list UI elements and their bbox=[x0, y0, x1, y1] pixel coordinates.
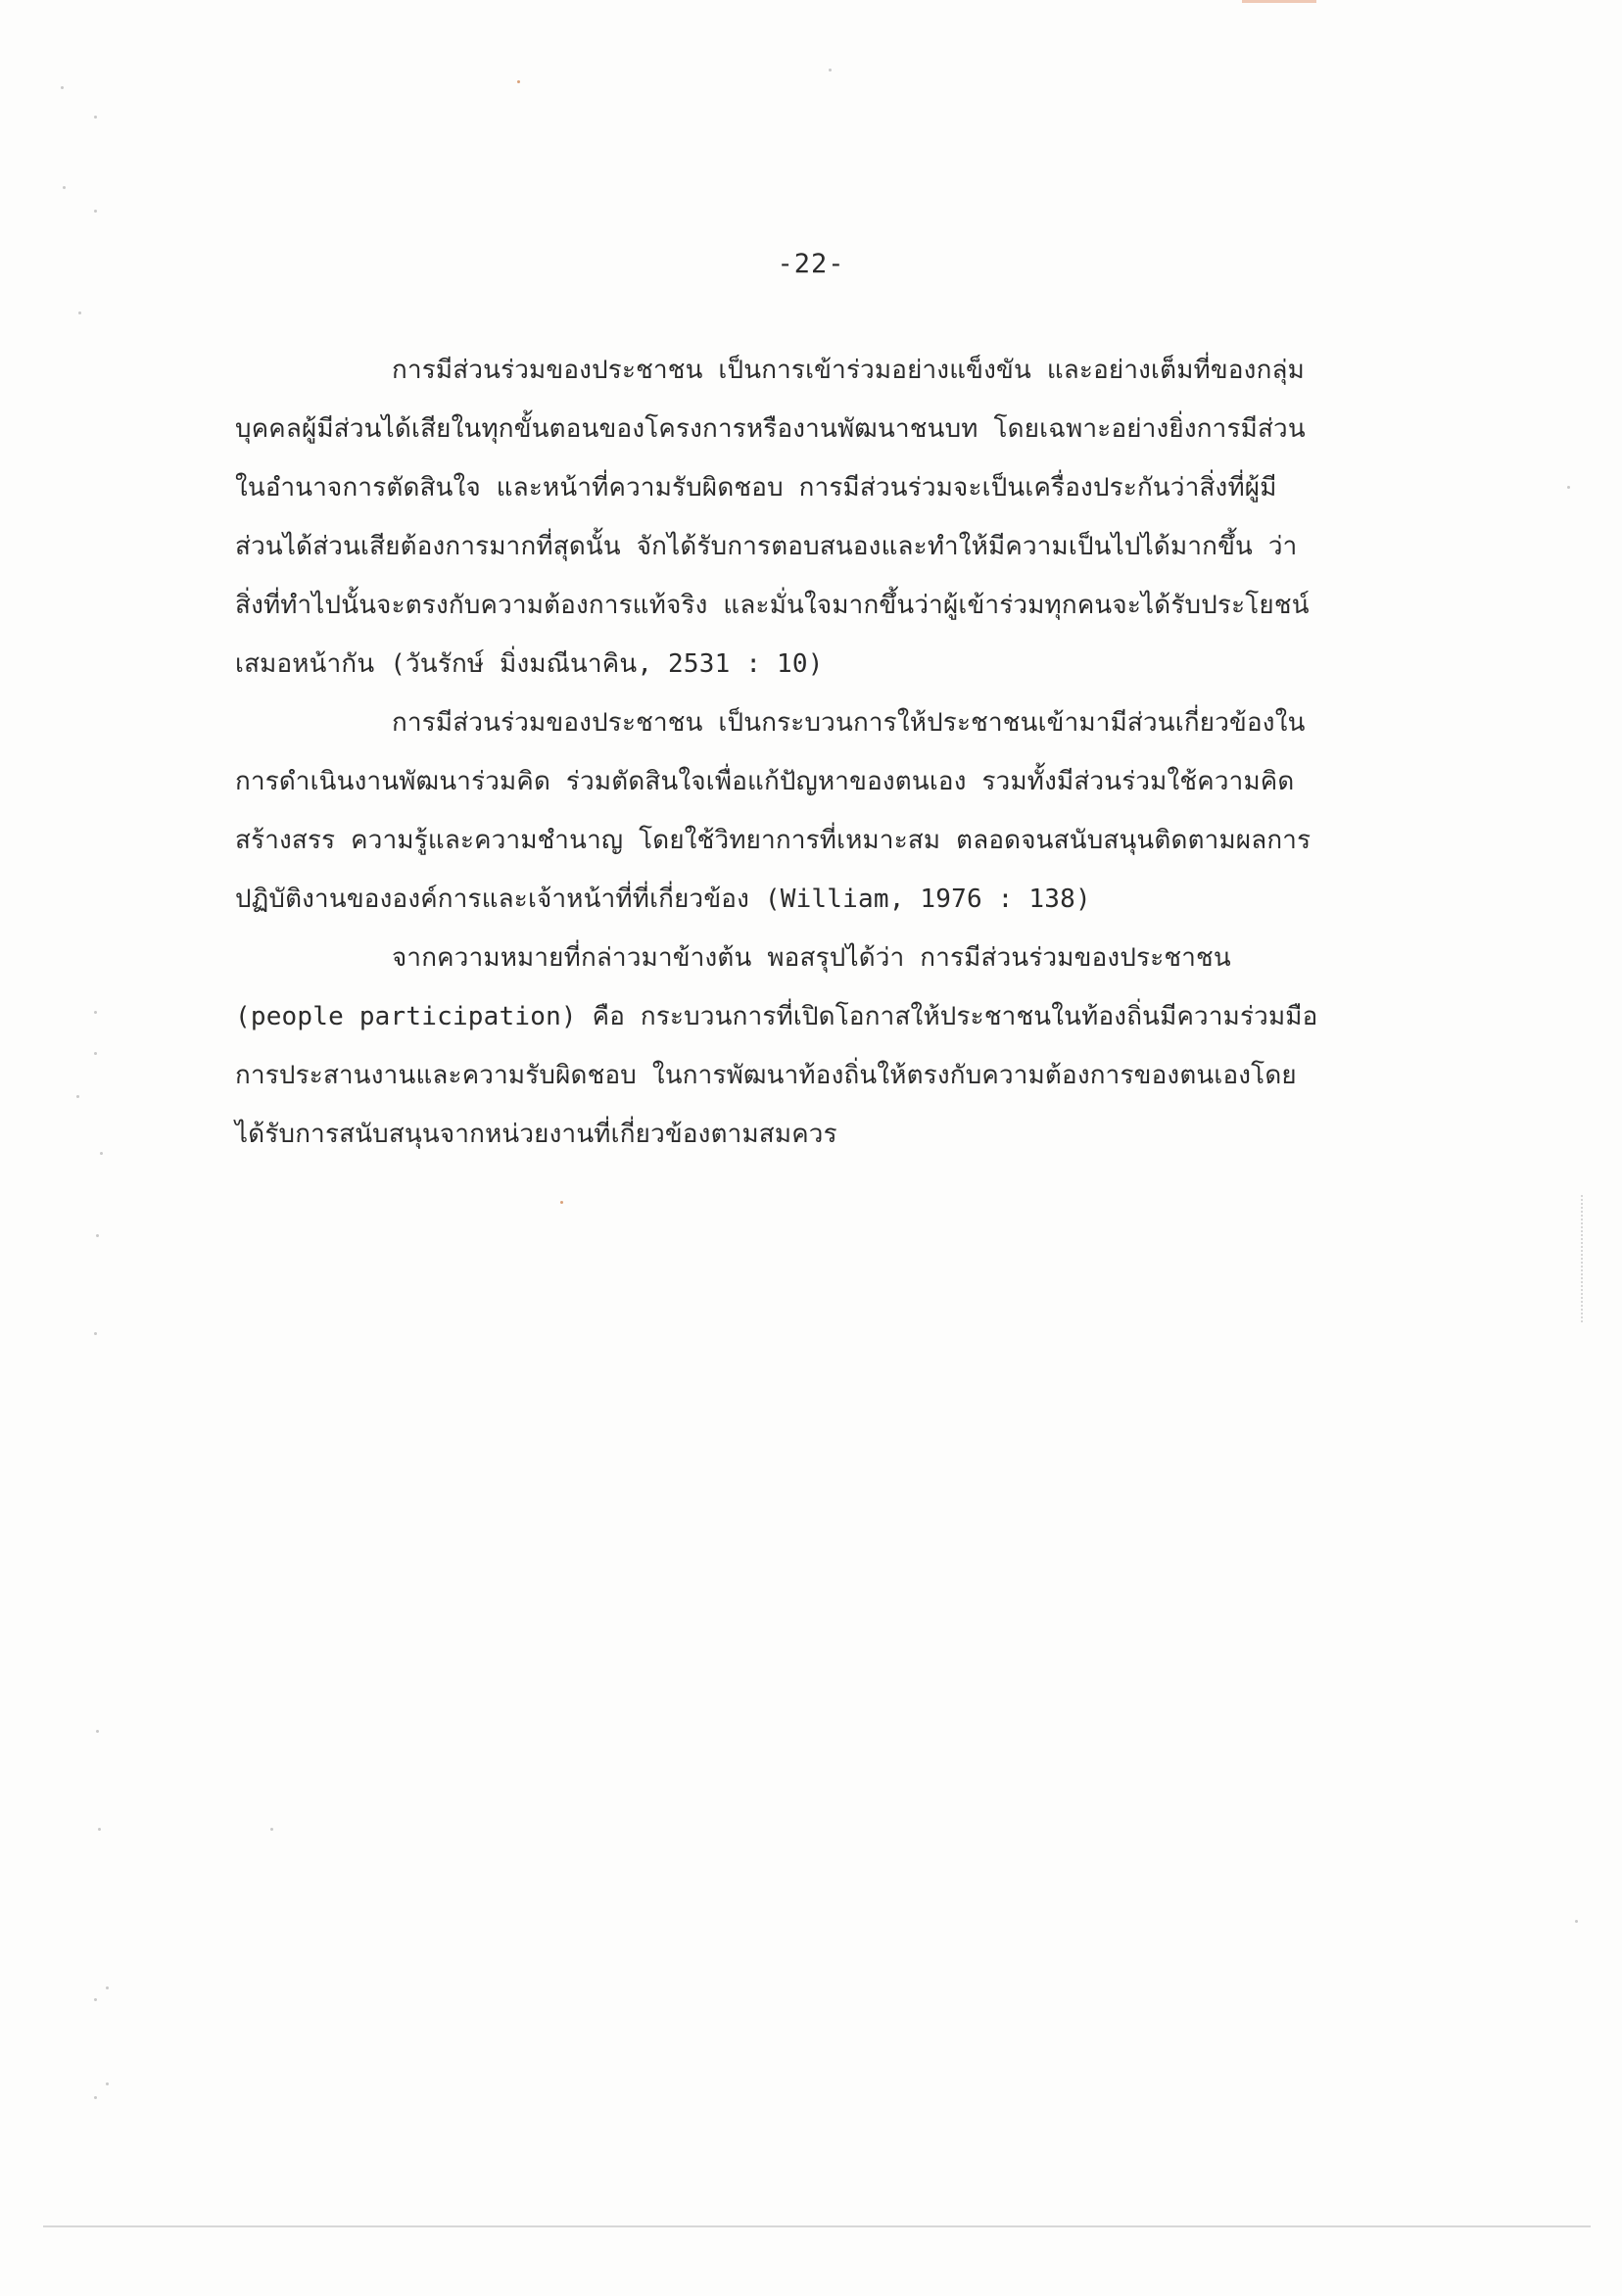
scan-speck bbox=[829, 69, 832, 72]
paragraph-line: (people participation) คือ กระบวนการที่เปิดโอกาสให้ประชาชนในท้องถิ่นมีความร่วมมือ bbox=[235, 1002, 1318, 1031]
page-number: -22- bbox=[777, 249, 845, 279]
scan-speck bbox=[94, 1332, 97, 1335]
paragraph-line: ส่วนได้ส่วนเสียต้องการมากที่สุดนั้น จักได้รับการตอบสนองและทำให้มีความเป็นไปได้มากขึ้น ว่า bbox=[235, 532, 1298, 561]
scan-edge-mark bbox=[1581, 1195, 1583, 1322]
paragraph-line: การดำเนินงานพัฒนาร่วมคิด ร่วมตัดสินใจเพื่อแก้ปัญหาของตนเอง รวมทั้งมีส่วนร่วมใช้ความคิด bbox=[235, 767, 1295, 796]
paragraph-3 bbox=[235, 929, 1381, 1164]
paragraph-2 bbox=[235, 694, 1381, 929]
scan-speck bbox=[100, 1152, 103, 1155]
paragraph-line: ได้รับการสนับสนุนจากหน่วยงานที่เกี่ยวข้องตามสมควร bbox=[235, 1120, 837, 1149]
body-text bbox=[235, 341, 1381, 1164]
paragraph-line: บุคคลผู้มีส่วนได้เสียในทุกขั้นตอนของโครงการหรืองานพัฒนาชนบท โดยเฉพาะอย่างยิ่งการมีส่วน bbox=[235, 414, 1306, 444]
scan-speck bbox=[106, 2082, 109, 2085]
scan-speck bbox=[96, 1730, 99, 1733]
scan-speck bbox=[1575, 1920, 1578, 1923]
paragraph-line: การมีส่วนร่วมของประชาชน เป็นการเข้าร่วมอย่างแข็งขัน และอย่างเต็มที่ของกลุ่ม bbox=[392, 356, 1305, 385]
scan-speck bbox=[94, 1011, 97, 1014]
paragraph-line: ในอำนาจการตัดสินใจ และหน้าที่ความรับผิดชอบ การมีส่วนร่วมจะเป็นเครื่องประกันว่าสิ่งที่ผู้มี bbox=[235, 473, 1277, 502]
scan-speck bbox=[270, 1828, 273, 1831]
paragraph-line: สร้างสรร ความรู้และความชำนาญ โดยใช้วิทยาการที่เหมาะสม ตลอดจนสนับสนุนติดตามผลการ bbox=[235, 826, 1312, 855]
paragraph-line: จากความหมายที่กล่าวมาข้างต้น พอสรุปได้ว่า การมีส่วนร่วมของประชาชน bbox=[392, 943, 1231, 973]
scan-speck bbox=[94, 1052, 97, 1055]
scan-speck bbox=[63, 186, 66, 189]
scan-speck bbox=[560, 1201, 563, 1204]
scan-speck bbox=[96, 1234, 99, 1237]
scan-speck bbox=[94, 2096, 97, 2099]
page-bottom-rule bbox=[43, 2225, 1591, 2227]
scan-speck bbox=[61, 86, 64, 89]
scan-speck bbox=[78, 311, 81, 314]
paragraph-1 bbox=[235, 341, 1381, 694]
paragraph-line: เสมอหน้ากัน (วันรักษ์ มิ่งมณีนาคิน, 2531 : 10) bbox=[235, 649, 824, 679]
scan-speck bbox=[94, 1998, 97, 2001]
paragraph-line: สิ่งที่ทำไปนั้นจะตรงกับความต้องการแท้จริง และมั่นใจมากขึ้นว่าผู้เข้าร่วมทุกคนจะได้รับประโยชน์ bbox=[235, 591, 1310, 620]
scan-speck bbox=[76, 1095, 79, 1098]
paragraph-line: ปฏิบัติงานขององค์การและเจ้าหน้าที่ที่เกี่ยวข้อง (William, 1976 : 138) bbox=[235, 885, 1091, 914]
scan-speck bbox=[517, 80, 520, 83]
scan-speck bbox=[106, 1986, 109, 1989]
scan-mark bbox=[1242, 0, 1316, 3]
scan-speck bbox=[1567, 486, 1570, 489]
scan-speck bbox=[94, 116, 97, 119]
paragraph-line: การประสานงานและความรับผิดชอบ ในการพัฒนาท้องถิ่นให้ตรงกับความต้องการของตนเองโดย bbox=[235, 1061, 1297, 1090]
scan-speck bbox=[94, 210, 97, 213]
paragraph-line: การมีส่วนร่วมของประชาชน เป็นกระบวนการให้ประชาชนเข้ามามีส่วนเกี่ยวข้องใน bbox=[392, 708, 1306, 738]
scan-speck bbox=[98, 1828, 101, 1831]
